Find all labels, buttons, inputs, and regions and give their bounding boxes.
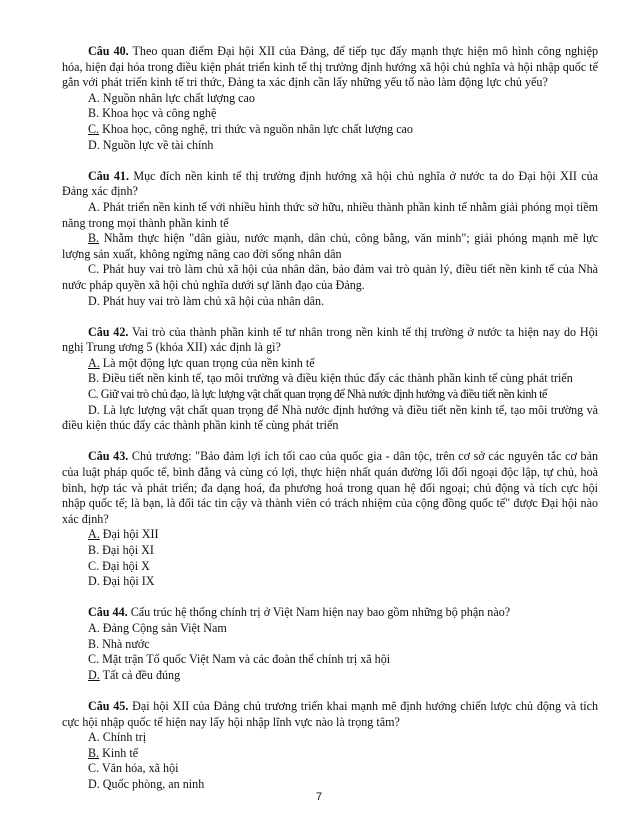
question-stem [62,605,598,621]
option-text: Mặt trận Tổ quốc Việt Nam và các đoàn thể chính trị xã hội [102,652,391,667]
option-text: Khoa học và công nghệ [102,106,217,121]
spacer [62,590,598,606]
answer-option-c [62,262,598,293]
option-letter: A. [88,199,100,214]
option-text: Khoa học, công nghệ, tri thức và nguồn nhân lực chất lượng cao [102,121,413,136]
option-letter: A. [88,90,100,105]
option-letter-correct: A. [88,355,100,370]
answer-option-c [62,761,598,777]
option-text: Nguồn nhân lực chất lượng cao [102,90,255,105]
answer-option-b [62,231,598,262]
option-letter: B. [88,106,100,121]
option-letter: C. [88,387,99,402]
option-letter: D. [88,402,100,417]
option-letter-correct: B. [88,231,100,246]
answer-option-d [62,138,598,154]
question-text: Theo quan điểm Đại hội XII của Đảng, để tiếp tục đẩy mạnh thực hiện mô hình công nghiệp hóa, hiện đại hóa trong điều kiện phát triển kinh tế thị trường định hướng xã hội chủ nghĩa và hội nhập quốc tế gắn với phát triển kinh tế tri thức, Đảng ta xác định cần lấy những yếu tố nào làm động lực chủ yếu? [62,44,598,90]
option-letter: D. [88,293,100,308]
question-stem [62,44,598,91]
option-letter: B. [88,371,100,386]
option-text: Đại hội X [102,558,150,573]
option-text: Phát triển nền kinh tế với nhiều hình thức sở hữu, nhiều thành phần kinh tế nhằm giải phóng mọi tiềm năng trong mọi thành phần kinh tế [62,199,598,230]
option-letter: C. [88,652,100,667]
spacer [62,309,598,325]
option-letter: D. [88,574,100,589]
question-text: Đại hội XII của Đảng chủ trương triển khai mạnh mẽ định hướng chiến lược chủ động và tích cực hội nhập quốc tế hiện nay lấy hội nhập lĩnh vực nào là trọng tâm? [62,698,599,729]
option-text: Kinh tế [102,745,139,760]
answer-option-c [62,387,598,403]
answer-option-d [62,668,598,684]
option-text: Đại hội XII [102,527,159,542]
spacer [62,434,598,450]
option-text: Nguồn lực về tài chính [102,137,214,152]
answer-option-a [62,91,598,107]
document-page [62,44,598,793]
question-text: Mục đích nền kinh tế thị trường định hướng xã hội chủ nghĩa ở nước ta do Đại hội XII của Đảng xác định? [62,168,598,199]
option-text: Là lực lượng vật chất quan trọng để Nhà nước định hướng và điều tiết nền kinh tế, tạo môi trường và điều kiện thúc đẩy các thành phần kinh tế cùng phát triển [62,402,598,433]
answer-option-b [62,371,598,387]
option-letter: C. [88,558,100,573]
question-42 [62,325,598,434]
question-text: Vai trò của thành phần kinh tế tư nhân trong nền kinh tế thị trường ở nước ta hiện nay do Hội nghị Trung ương 5 (khóa XII) xác định là gì? [62,324,598,355]
question-number: Câu 42. [88,324,129,339]
option-text: Điều tiết nền kinh tế, tạo môi trường và điều kiện thúc đẩy các thành phần kinh tế cùng phát triển [102,371,573,386]
option-letter: A. [88,730,100,745]
answer-option-b [62,637,598,653]
spacer [62,153,598,169]
answer-option-c [62,559,598,575]
option-text: Nhà nước [102,636,150,651]
option-letter-correct: A. [88,527,100,542]
question-number: Câu 44. [88,605,128,620]
question-43 [62,449,598,589]
option-text: Nhằm thực hiện "dân giàu, nước mạnh, dân chủ, công bằng, văn minh"; giải phóng mạnh mẽ lực lượng sản xuất, không ngừng nâng cao đời sống nhân dân [62,231,598,261]
question-44 [62,605,598,683]
answer-option-d [62,403,598,434]
page-number: 7 [315,791,323,803]
question-number: Câu 45. [88,698,129,713]
answer-option-c [62,652,598,668]
option-text: Đại hội XI [102,543,154,557]
answer-option-a [62,200,598,231]
question-stem [62,699,598,730]
answer-option-a [62,730,598,746]
answer-option-a [62,527,598,543]
question-stem [62,169,598,200]
option-text: Chính trị [102,730,147,745]
answer-option-a [62,621,598,637]
option-text: Phát huy vai trò làm chủ xã hội của nhân dân. [102,293,325,308]
option-text: Giữ vai trò chủ đạo, là lực lượng vật chất quan trọng để Nhà nước định hướng và điều tiết nền kinh tế [100,387,547,402]
option-letter: B. [88,543,100,557]
answer-option-b [62,106,598,122]
option-letter-correct: D. [88,667,100,682]
option-letter: A. [88,620,100,635]
answer-option-b [62,543,598,559]
question-stem [62,449,598,527]
answer-option-d [62,574,598,590]
question-number: Câu 40. [88,44,129,58]
answer-option-a [62,356,598,372]
option-text: Phát huy vai trò làm chủ xã hội của nhân dân, bảo đảm vai trò quản lý, điều tiết nền kinh tế của Nhà nước pháp quyền xã hội chủ nghĩa dưới sự lãnh đạo của Đảng. [62,262,599,292]
answer-option-b [62,746,598,762]
answer-option-c [62,122,598,138]
question-40 [62,44,598,153]
option-letter: B. [88,636,100,651]
option-text: Là một động lực quan trọng của nền kinh tế [102,355,315,370]
answer-option-d [62,294,598,310]
question-number: Câu 43. [88,449,129,464]
option-text: Văn hóa, xã hội [101,761,179,776]
option-letter: D. [88,137,100,152]
option-text: Đảng Cộng sản Việt Nam [102,620,227,635]
question-text: Cấu trúc hệ thống chính trị ở Việt Nam hiện nay bao gồm những bộ phận nào? [130,605,511,620]
question-text: Chủ trương: "Bảo đảm lợi ích tối cao của quốc gia - dân tộc, trên cơ sở các nguyên tắc cơ bản của luật pháp quốc tế, bình đẳng và cùng có lợi, thực hiện nhất quán đường lối đối ngoại độc lập, tự chủ, hoà bình, hợp tác và phát triển; đa dạng hoá, đa phương hoá trong quan hệ đối ngoại; chủ động và tích cực hội nhập quốc tế; là bạn, là đối tác tin cậy và thành viên có trách nhiệm của cộng đồng quốc tế" được Đại hội nào xác định? [62,449,598,526]
option-text: Tất cả đều đúng [102,667,181,682]
question-45 [62,699,598,793]
question-number: Câu 41. [88,168,129,183]
option-letter-correct: C. [88,121,100,136]
option-letter: D. [88,776,100,791]
option-letter: C. [88,262,100,277]
option-text: Đại hội IX [102,574,155,589]
spacer [62,683,598,699]
question-41 [62,169,598,309]
option-text: Quốc phòng, an ninh [102,776,205,791]
option-letter: C. [88,761,100,776]
option-letter-correct: B. [88,745,100,760]
question-stem [62,325,598,356]
